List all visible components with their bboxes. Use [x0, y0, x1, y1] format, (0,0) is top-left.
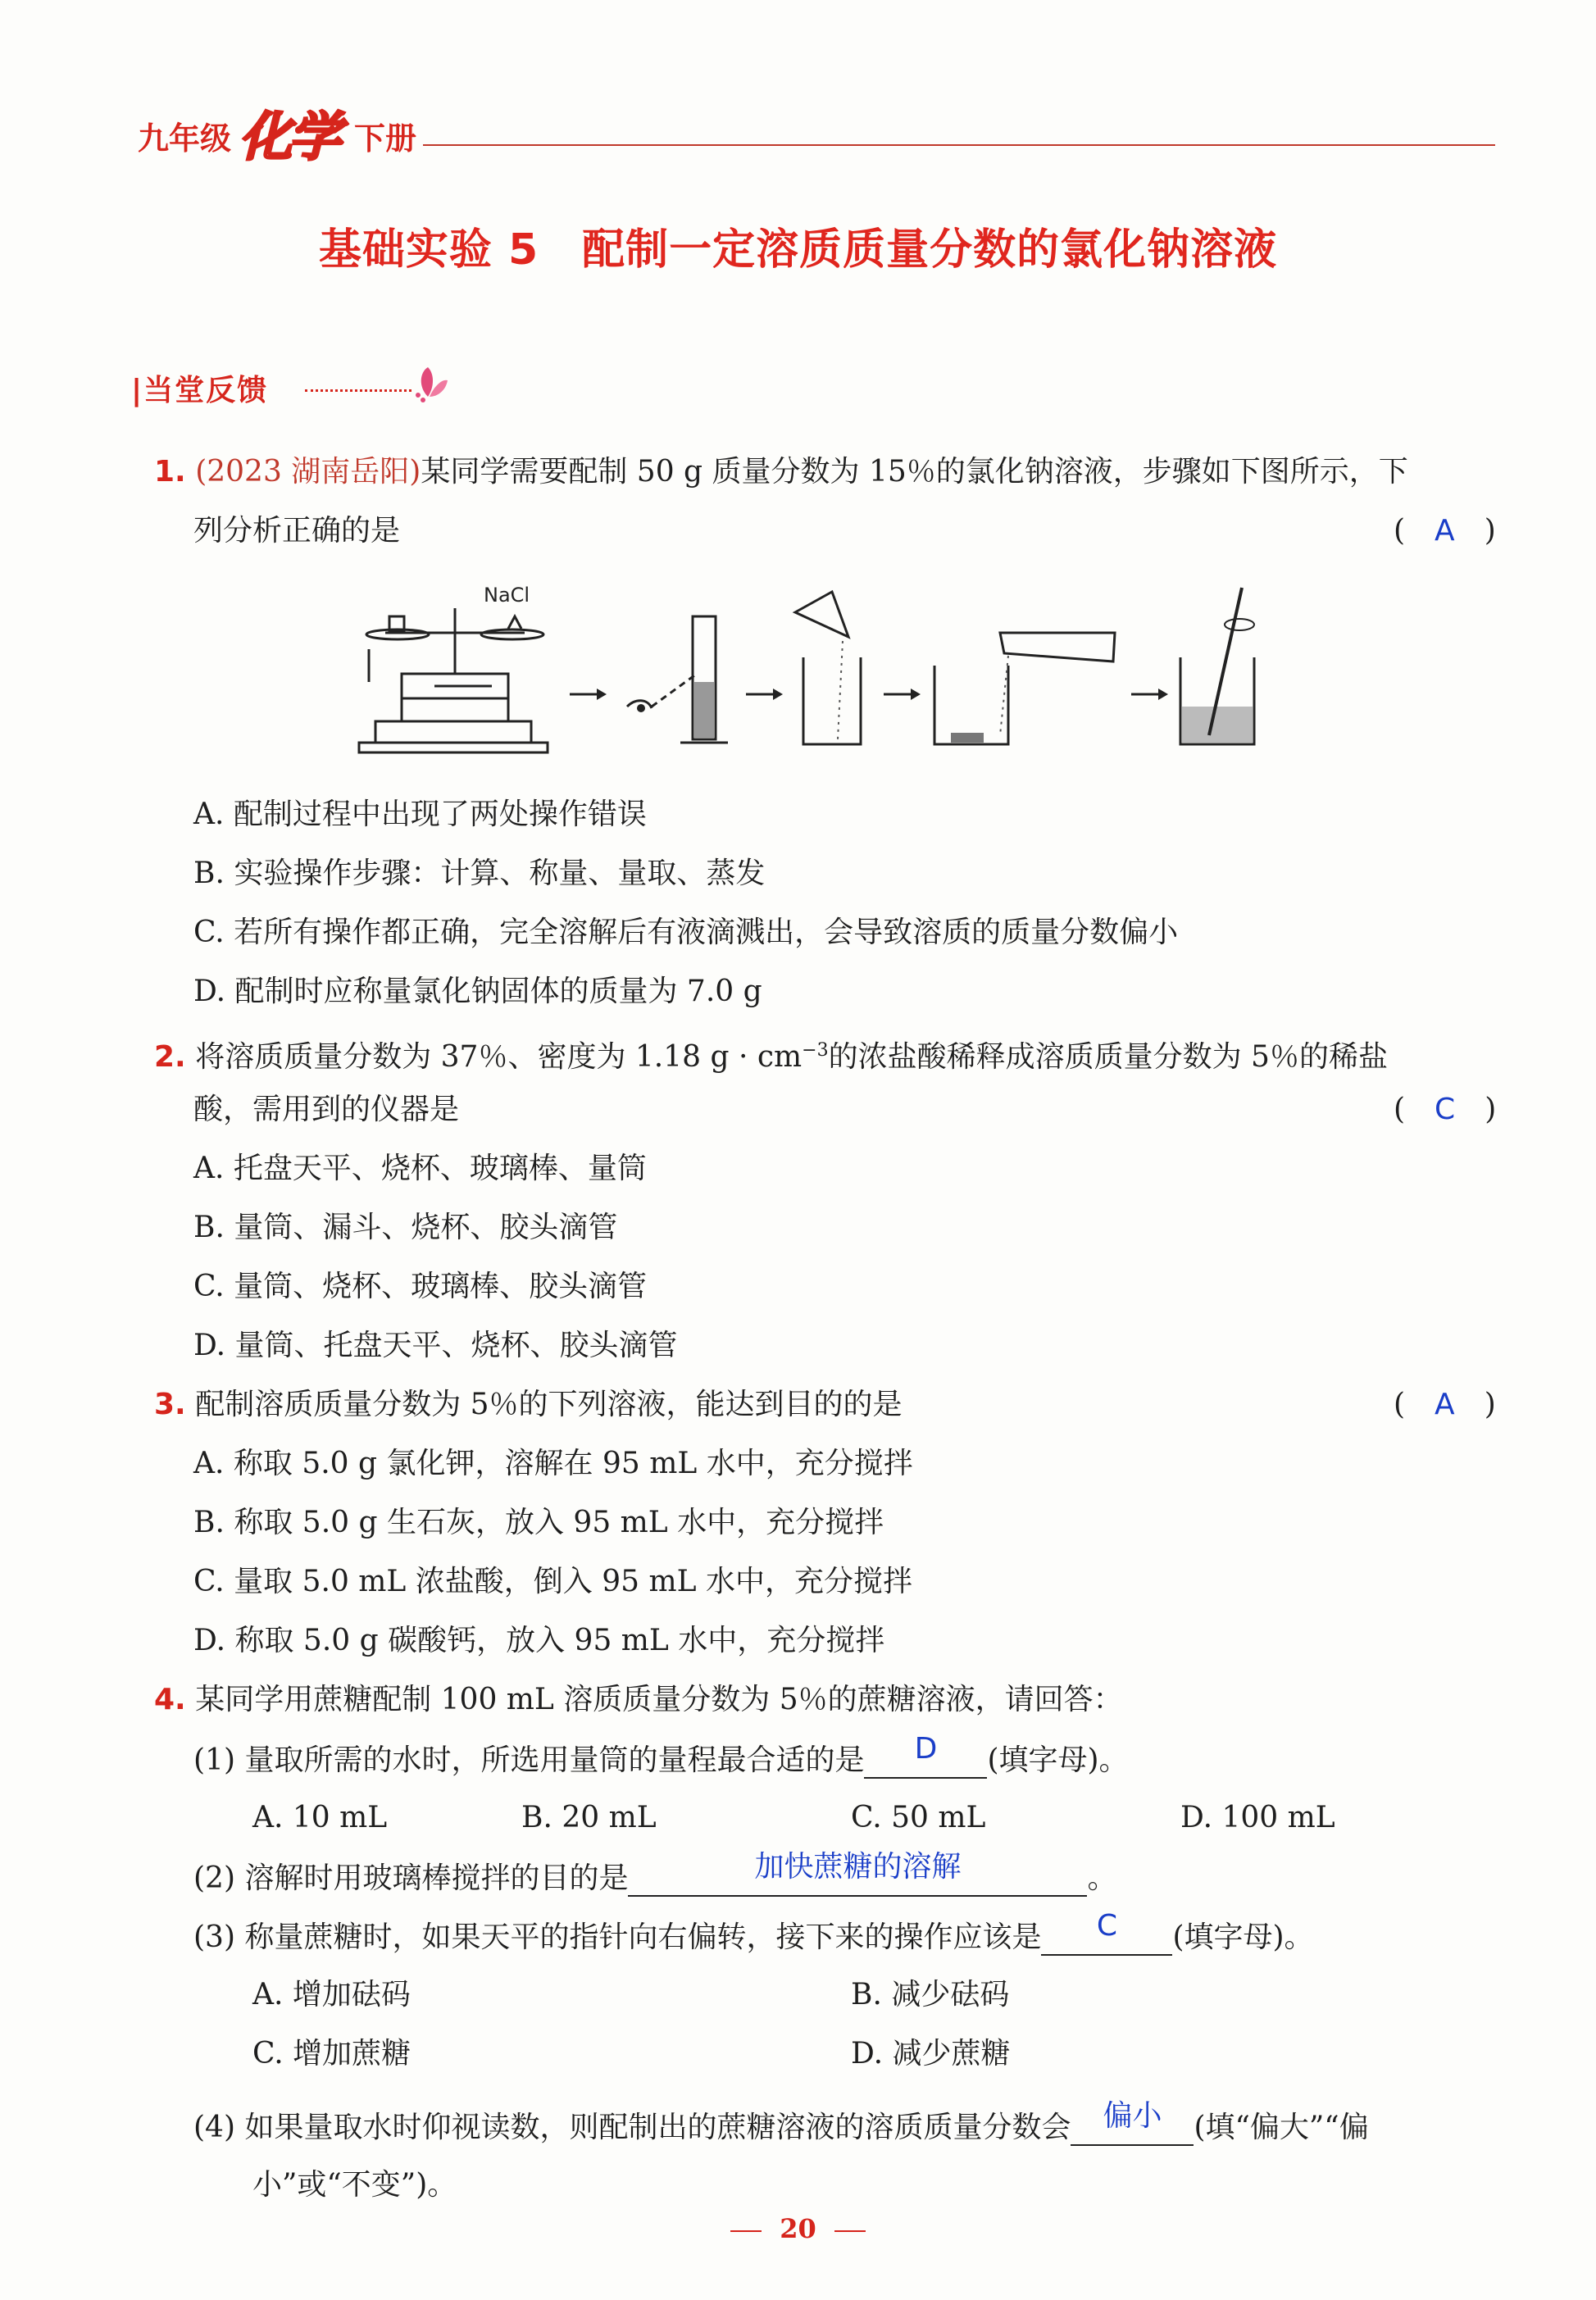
q1-stem-text: 某同学需要配制 50 g 质量分数为 15％的氯化钠溶液，步骤如下图所示，下 [421, 455, 1408, 489]
q4-number: 4. [154, 1683, 186, 1716]
q3-option-b: B. 称取 5.0 g 生石灰，放入 95 mL 水中，充分搅拌 [193, 1506, 884, 1539]
q2-option-b: B. 量筒、漏斗、烧杯、胶头滴管 [193, 1211, 618, 1244]
q4-part1-blank [864, 1732, 987, 1779]
q1-answer-bracket: ( A ) [1394, 514, 1496, 548]
flower-icon [410, 364, 449, 405]
q2-option-c: C. 量筒、烧杯、玻璃棒、胶头滴管 [193, 1270, 648, 1303]
q1-experiment-figure [352, 584, 1361, 760]
section-heading: |当堂反馈 [131, 374, 269, 407]
page-number-value: 20 [780, 2213, 816, 2244]
q2-number: 2. [154, 1040, 186, 1074]
q4-part3 [193, 1909, 1314, 1956]
q4-part3-suffix: (填字母)。 [1172, 1920, 1314, 1954]
q4-part3-option-d: D. 减少蔗糖 [851, 2037, 1011, 2070]
q4-part4-suffix: (填“偏大”“偏 [1194, 2111, 1369, 2144]
q1-stem-line1 [154, 454, 1408, 490]
q2-stem-line1 [154, 1033, 1388, 1075]
q2-option-a: A. 托盘天平、烧杯、玻璃棒、量筒 [193, 1152, 647, 1185]
q4-part1-text: (1) 量取所需的水时，所选用量筒的量程最合适的是 [193, 1743, 865, 1777]
page-title: 基础实验 5 配制一定溶质质量分数的氯化钠溶液 [318, 225, 1278, 275]
q4-stem-text: 某同学用蔗糖配制 100 mL 溶质质量分数为 5％的蔗糖溶液，请回答： [195, 1683, 1123, 1716]
q4-part3-text: (3) 称量蔗糖时，如果天平的指针向右偏转，接下来的操作应该是 [193, 1920, 1042, 1954]
q3-option-a: A. 称取 5.0 g 氯化钾，溶解在 95 mL 水中，充分搅拌 [193, 1447, 913, 1480]
q4-part4-blank [1071, 2099, 1194, 2146]
q4-part2-text: (2) 溶解时用玻璃棒搅拌的目的是 [193, 1861, 629, 1895]
section-dots [305, 389, 412, 392]
q4-part1-option-c: C. 50 mL [851, 1801, 986, 1834]
q2-stem-superscript: −3 [802, 1040, 829, 1061]
q4-part4 [193, 2099, 1369, 2146]
q1-number: 1. [154, 455, 186, 489]
q1-option-a: A. 配制过程中出现了两处操作错误 [193, 798, 647, 831]
q1-answer: A [1435, 514, 1455, 548]
q1-stem-line2: 列分析正确的是 [193, 514, 401, 548]
q3-stem [154, 1387, 903, 1423]
q3-answer: A [1435, 1388, 1455, 1421]
q4-part3-option-a: A. 增加砝码 [252, 1978, 411, 2011]
q4-part1-option-a: A. 10 mL [252, 1801, 388, 1834]
q4-part2-suffix: 。 [1087, 1861, 1117, 1895]
q1-source: (2023 湖南岳阳) [195, 455, 421, 489]
header-subject: 化学 [239, 107, 338, 168]
q3-option-c: C. 量取 5.0 mL 浓盐酸，倒入 95 mL 水中，充分搅拌 [193, 1565, 912, 1598]
q2-answer: C [1435, 1093, 1456, 1126]
q3-number: 3. [154, 1388, 186, 1421]
page-number [0, 2213, 1596, 2244]
q1-option-d: D. 配制时应称量氯化钠固体的质量为 7.0 g [193, 975, 762, 1008]
q3-answer-bracket: ( A ) [1394, 1388, 1496, 1421]
q4-part4-text: (4) 如果量取水时仰视读数，则配制出的蔗糖溶液的溶质质量分数会 [193, 2111, 1071, 2144]
q2-stem-text-a: 将溶质质量分数为 37％、密度为 1.18 g · cm [195, 1040, 803, 1074]
q2-stem-line2: 酸，需用到的仪器是 [193, 1093, 460, 1126]
q4-part4-line2: 小”或“不变”)。 [252, 2168, 457, 2202]
q4-part4-answer: 偏小 [1103, 2099, 1162, 2133]
q4-part2 [193, 1850, 1117, 1897]
q1-option-b: B. 实验操作步骤：计算、称量、量取、蒸发 [193, 857, 766, 890]
section-label: 当堂反馈 [143, 374, 269, 407]
header-volume: 下册 [354, 120, 417, 157]
q2-answer-bracket: ( C ) [1394, 1093, 1497, 1126]
q4-stem [154, 1682, 1123, 1718]
q3-option-d: D. 称取 5.0 g 碳酸钙，放入 95 mL 水中，充分搅拌 [193, 1624, 885, 1657]
q3-stem-text: 配制溶质质量分数为 5％的下列溶液，能达到目的的是 [195, 1388, 903, 1421]
q4-part3-option-b: B. 减少砝码 [851, 1978, 1010, 2011]
q2-stem-text-b: 的浓盐酸稀释成溶质质量分数为 5％的稀盐 [828, 1040, 1388, 1074]
q4-part1-option-b: B. 20 mL [521, 1801, 657, 1834]
q4-part1-option-d: D. 100 mL [1180, 1801, 1335, 1834]
q2-option-d: D. 量筒、托盘天平、烧杯、胶头滴管 [193, 1329, 678, 1362]
header-rule [423, 144, 1495, 146]
q4-part2-answer: 加快蔗糖的溶解 [754, 1850, 962, 1884]
q4-part3-option-c: C. 增加蔗糖 [252, 2037, 412, 2070]
q4-part1-answer: D [914, 1732, 938, 1766]
q4-part1-suffix: (填字母)。 [987, 1743, 1129, 1777]
q4-part1 [193, 1732, 1129, 1779]
q4-part2-blank [628, 1850, 1087, 1897]
header-grade: 九年级 [138, 120, 232, 157]
q1-option-c: C. 若所有操作都正确，完全溶解后有液滴溅出，会导致溶质的质量分数偏小 [193, 916, 1179, 949]
q4-part3-blank [1041, 1909, 1172, 1956]
q4-part3-answer: C [1096, 1909, 1118, 1943]
q1-figure-nacl-label: NaCl [484, 584, 530, 607]
